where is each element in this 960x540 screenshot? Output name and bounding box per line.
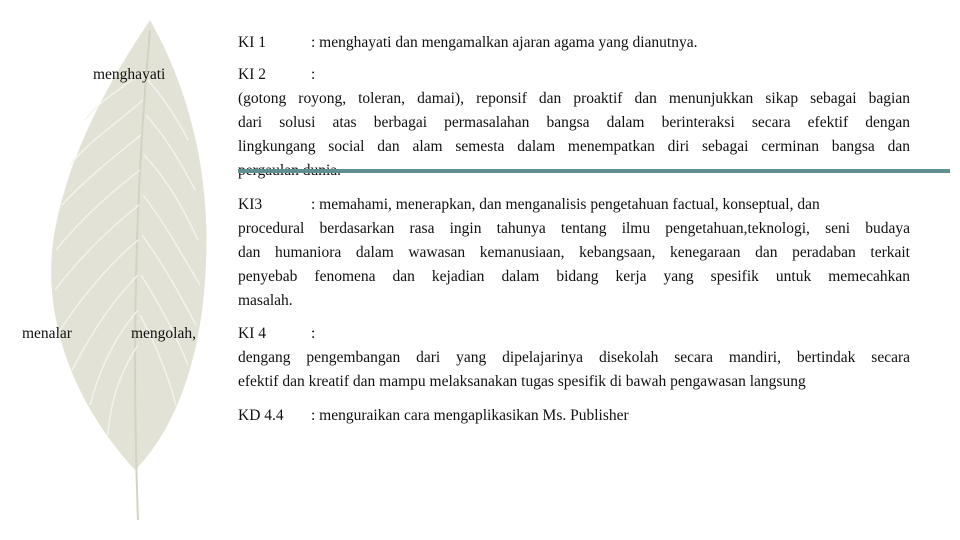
kd44-text: : menguraikan cara mengaplikasikan Ms. Publisher: [311, 407, 629, 424]
ki4-code: KI 4: [238, 325, 266, 342]
ki3-paragraph: [238, 217, 910, 313]
ki4-line: dengang pengembangan dari yang dipelajarinya disekolah secara mandiri, bertindak secara: [238, 349, 910, 366]
ki2-line: lingkungang social dan alam semesta dalam menempatkan diri sebagai cerminan bangsa dan: [238, 138, 910, 155]
ki3-line: procedural berdasarkan rasa ingin tahunya tentang ilmu pengetahuan,teknologi, seni budaya: [238, 220, 910, 237]
ki1-code: KI 1: [238, 34, 266, 51]
ki3-first-text: : memahami, menerapkan, dan menganalisis pengetahuan factual, konseptual, dan: [311, 196, 820, 213]
ki2-colon: :: [311, 66, 316, 83]
kd44-code: KD 4.4: [238, 407, 284, 424]
ki2-line: (gotong royong, toleran, damai), reponsif dan proaktif dan menunjukkan sikap sebagai bagian: [238, 90, 910, 107]
label-menalar: menalar: [22, 325, 72, 342]
divider-rule: [238, 169, 950, 173]
ki4-paragraph: [238, 346, 910, 394]
ki2-code: KI 2: [238, 66, 266, 83]
ki1-text: : menghayati dan mengamalkan ajaran agama yang dianutnya.: [311, 34, 698, 51]
label-mengolah: mengolah,: [131, 325, 196, 342]
ki3-line: penyebab fenomena dan kejadian dalam bidang kerja yang spesifik untuk memecahkan: [238, 268, 910, 285]
ki3-first-line: [311, 193, 902, 217]
ki3-line: dan humaniora dalam wawasan kemanusiaan, kebangsaan, kenegaraan dan peradaban terkait: [238, 244, 910, 261]
ki2-line: dari solusi atas berbagai permasalahan bangsa dalam berinteraksi secara efektif dengan: [238, 114, 910, 131]
ki4-colon: :: [311, 325, 316, 342]
label-menghayati: menghayati: [93, 66, 166, 83]
ki3-code: KI3: [238, 196, 263, 213]
ki4-line: efektif dan kreatif dan mampu melaksanakan tugas spesifik di bawah pengawasan langsung: [238, 373, 806, 390]
ki3-line: masalah.: [238, 292, 293, 309]
